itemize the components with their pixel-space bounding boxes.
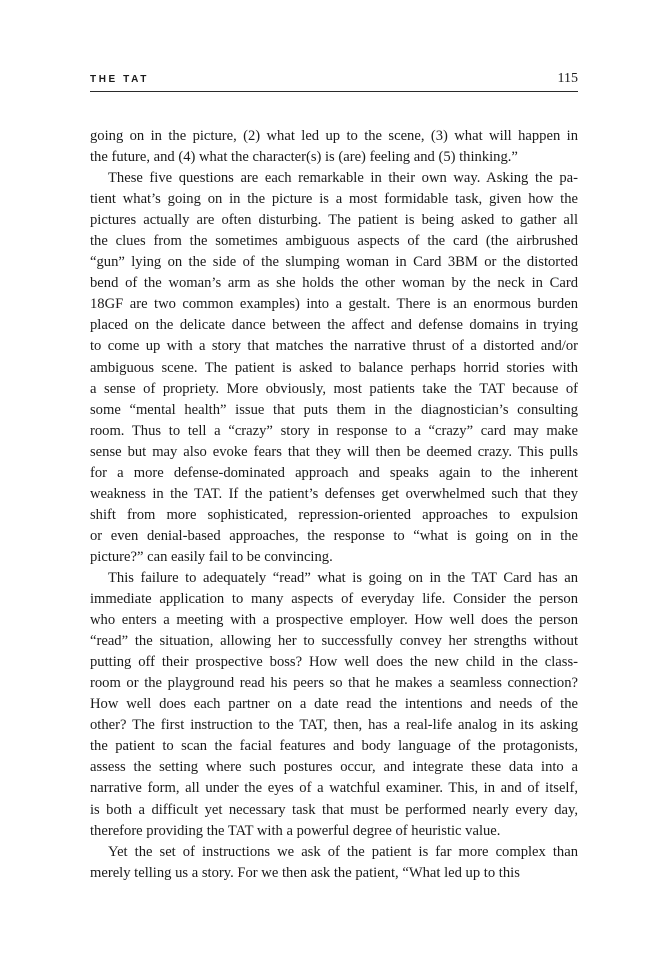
text-line: the patient to scan the facial features and body language of the protagonists,: [90, 738, 578, 755]
text-line: How well does each partner on a date read the intentions and needs of the: [90, 696, 578, 713]
text-line: room or the playground read his peers so that he makes a seamless connection?: [90, 675, 578, 692]
text-line: immediate application to many aspects of everyday life. Consider the person: [90, 591, 578, 608]
text-line: These five questions are each remarkable in their own way. Asking the pa-: [108, 170, 578, 187]
book-page: [90, 0, 578, 975]
text-line: “read” the situation, allowing her to successfully convey her strengths without: [90, 633, 578, 650]
text-line: tient what’s going on in the picture is a most formidable task, given how the: [90, 191, 578, 208]
text-line: ambiguous scene. The patient is asked to balance perhaps horrid stories with: [90, 359, 578, 376]
running-head: [90, 71, 578, 89]
body-text: [90, 126, 578, 884]
running-title: THE TAT: [90, 74, 149, 85]
text-line: merely telling us a story. For we then ask the patient, “What led up to this: [90, 864, 520, 881]
text-line: is both a difficult yet necessary task that must be performed nearly every day,: [90, 801, 578, 818]
text-line: weakness in the TAT. If the patient’s defenses get overwhelmed such that they: [90, 485, 578, 502]
text-line: a sense of propriety. More obviously, most patients take the TAT because of: [90, 380, 578, 397]
text-line: pictures actually are often disturbing. The patient is being asked to gather all: [90, 212, 578, 229]
text-line: some “mental health” issue that puts them in the diagnostician’s consulting: [90, 401, 578, 418]
text-line: picture?” can easily fail to be convincing.: [90, 548, 333, 565]
header-rule: [90, 91, 578, 92]
text-line: 18GF are two common examples) into a gestalt. There is an enormous burden: [90, 296, 578, 313]
text-line: shift from more sophisticated, repression-oriented approaches to expulsion: [90, 506, 578, 523]
text-line: to come up with a story that matches the narrative thrust of a distorted and/or: [90, 338, 578, 355]
text-line: room. Thus to tell a “crazy” story in response to a “crazy” card may make: [90, 422, 578, 439]
text-line: the future, and (4) what the character(s) is (are) feeling and (5) thinking.”: [90, 149, 518, 166]
text-line: putting off their prospective boss? How well does the new child in the class-: [90, 654, 578, 671]
text-line: “gun” lying on the side of the slumping woman in Card 3BM or the distorted: [90, 254, 578, 271]
text-line: going on in the picture, (2) what led up to the scene, (3) what will happen in: [90, 128, 578, 144]
text-line: or even denial-based approaches, the response to “what is going on in the: [90, 527, 578, 544]
text-line: for a more defense-dominated approach and speaks again to the inherent: [90, 464, 578, 481]
text-line: bend of the woman’s arm as she holds the other woman by the neck in Card: [90, 275, 578, 292]
text-line: sense but may also evoke fears that they will then be deemed crazy. This pulls: [90, 443, 578, 460]
page-number: 115: [557, 71, 578, 86]
paragraph: [90, 126, 578, 168]
text-line: placed on the delicate dance between the affect and defense domains in trying: [90, 317, 578, 334]
text-line: the clues from the sometimes ambiguous aspects of the card (the airbrushed: [90, 233, 578, 250]
paragraph: [90, 842, 578, 884]
text-line: other? The first instruction to the TAT, then, has a real-life analog in its asking: [90, 717, 578, 734]
text-line: who enters a meeting with a prospective employer. How well does the person: [90, 612, 578, 629]
text-line: assess the setting where such postures occur, and integrate these data into a: [90, 759, 578, 776]
paragraph: [90, 568, 578, 842]
text-line: Yet the set of instructions we ask of the patient is far more complex than: [108, 843, 578, 860]
text-line: therefore providing the TAT with a powerful degree of heuristic value.: [90, 822, 501, 839]
text-line: narrative form, all under the eyes of a watchful examiner. This, in and of itself,: [90, 780, 578, 797]
paragraph: [90, 168, 578, 568]
text-line: This failure to adequately “read” what is going on in the TAT Card has an: [108, 569, 578, 586]
